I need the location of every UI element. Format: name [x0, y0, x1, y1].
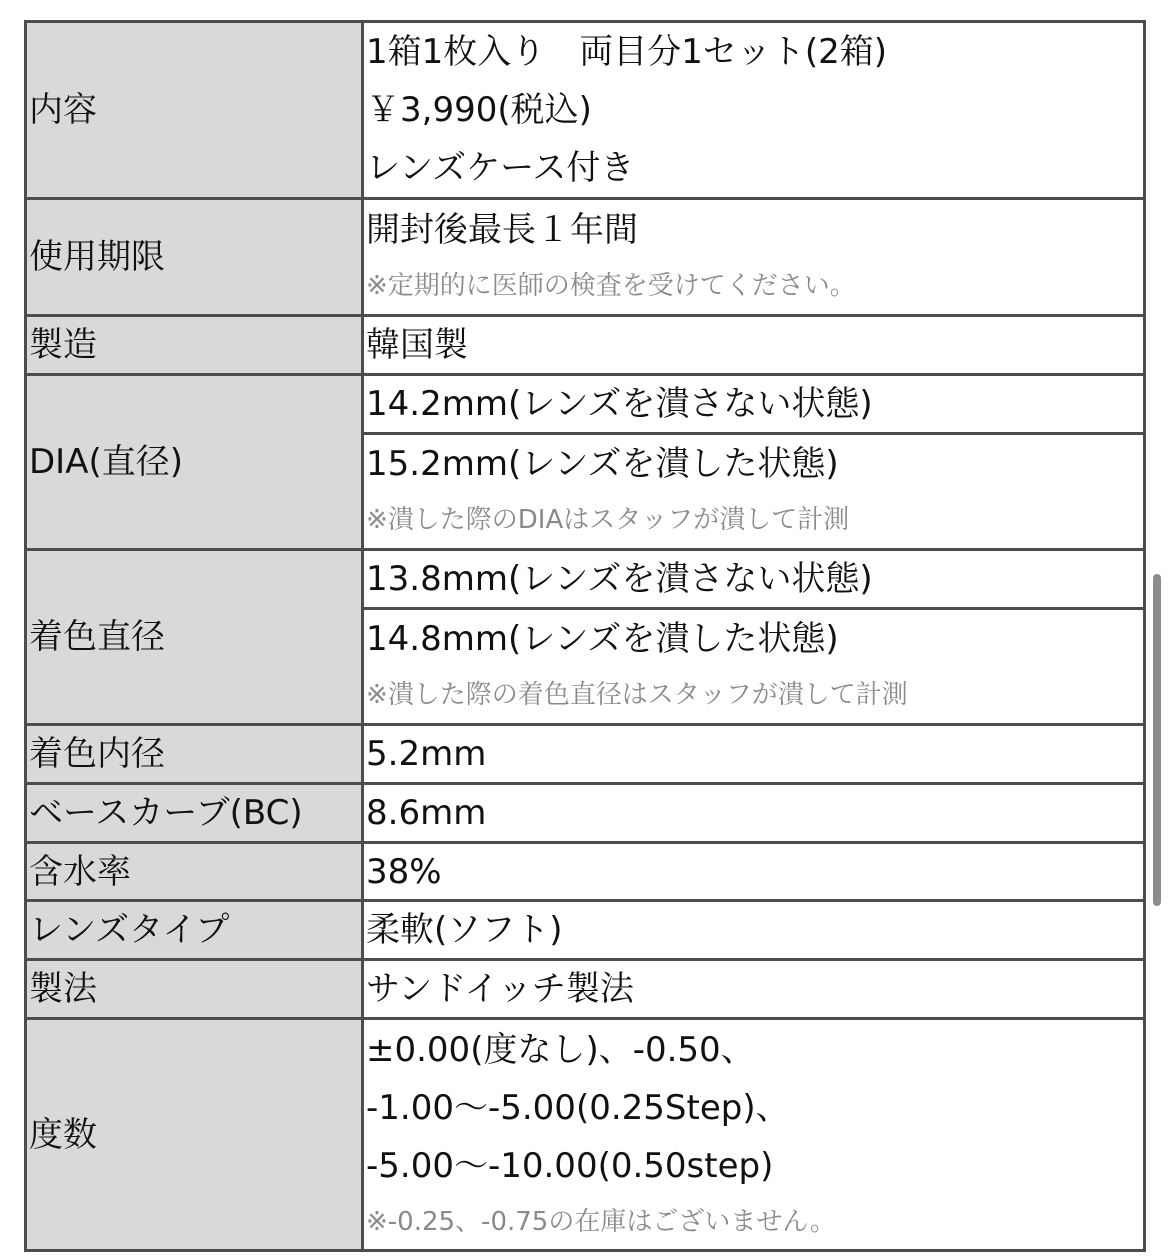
spec-table — [24, 20, 1146, 1252]
power-note: ※-0.25、-0.75の在庫はございません。 — [366, 1206, 836, 1237]
table-row — [26, 784, 1145, 843]
dia-compressed: 15.2mm(レンズを潰した状態) — [366, 444, 839, 484]
label-dia: DIA(直径) — [26, 375, 363, 550]
color-dia-uncompressed: 13.8mm(レンズを潰さない状態) — [364, 552, 1143, 610]
table-row — [26, 843, 1145, 901]
expiry-note: ※定期的に医師の検査を受けてください。 — [366, 271, 856, 301]
value-color-dia — [363, 550, 1145, 725]
expiry-value: 開封後最長１年間 — [366, 210, 638, 250]
table-row — [26, 901, 1145, 960]
dia-uncompressed: 14.2mm(レンズを潰さない状態) — [364, 377, 1143, 435]
value-dia — [363, 375, 1145, 550]
label-expiry: 使用期限 — [26, 199, 363, 316]
contents-line: 1箱1枚入り 両目分1セット(2箱) — [366, 32, 888, 72]
value-inner-dia: 5.2mm — [363, 725, 1145, 784]
label-inner-dia: 着色内径 — [26, 725, 363, 784]
contents-price: ￥3,990(税込) — [366, 90, 592, 130]
value-method: サンドイッチ製法 — [363, 960, 1145, 1019]
contents-line: レンズケース付き — [366, 148, 635, 188]
color-dia-note: ※潰した際の着色直径はスタッフが潰して計測 — [366, 680, 908, 710]
value-base-curve: 8.6mm — [363, 784, 1145, 843]
label-color-dia: 着色直径 — [26, 550, 363, 725]
value-expiry — [363, 199, 1145, 316]
label-made-in: 製造 — [26, 316, 363, 375]
power-line: -1.00〜-5.00(0.25Step)、 — [366, 1087, 790, 1128]
dia-note: ※潰した際のDIAはスタッフが潰して計測 — [366, 505, 850, 535]
label-method: 製法 — [26, 960, 363, 1019]
label-base-curve: ベースカーブ(BC) — [26, 784, 363, 843]
table-row — [26, 550, 1145, 725]
table-row — [26, 960, 1145, 1019]
table-row — [26, 1019, 1145, 1251]
table-row — [26, 725, 1145, 784]
table-row — [26, 22, 1145, 199]
label-contents: 内容 — [26, 22, 363, 199]
value-power — [363, 1019, 1145, 1251]
power-line: ±0.00(度なし)、-0.50、 — [366, 1029, 755, 1070]
value-contents — [363, 22, 1145, 199]
label-water: 含水率 — [26, 843, 363, 901]
table-row — [26, 199, 1145, 316]
value-lens-type: 柔軟(ソフト) — [363, 901, 1145, 960]
value-water: 38% — [363, 843, 1145, 901]
label-power: 度数 — [26, 1019, 363, 1251]
power-line: -5.00〜-10.00(0.50step) — [366, 1145, 774, 1186]
color-dia-compressed: 14.8mm(レンズを潰した状態) — [366, 619, 839, 659]
scrollbar-thumb[interactable] — [1153, 574, 1161, 906]
value-made-in: 韓国製 — [363, 316, 1145, 375]
label-lens-type: レンズタイプ — [26, 901, 363, 960]
table-row — [26, 316, 1145, 375]
table-row — [26, 375, 1145, 550]
